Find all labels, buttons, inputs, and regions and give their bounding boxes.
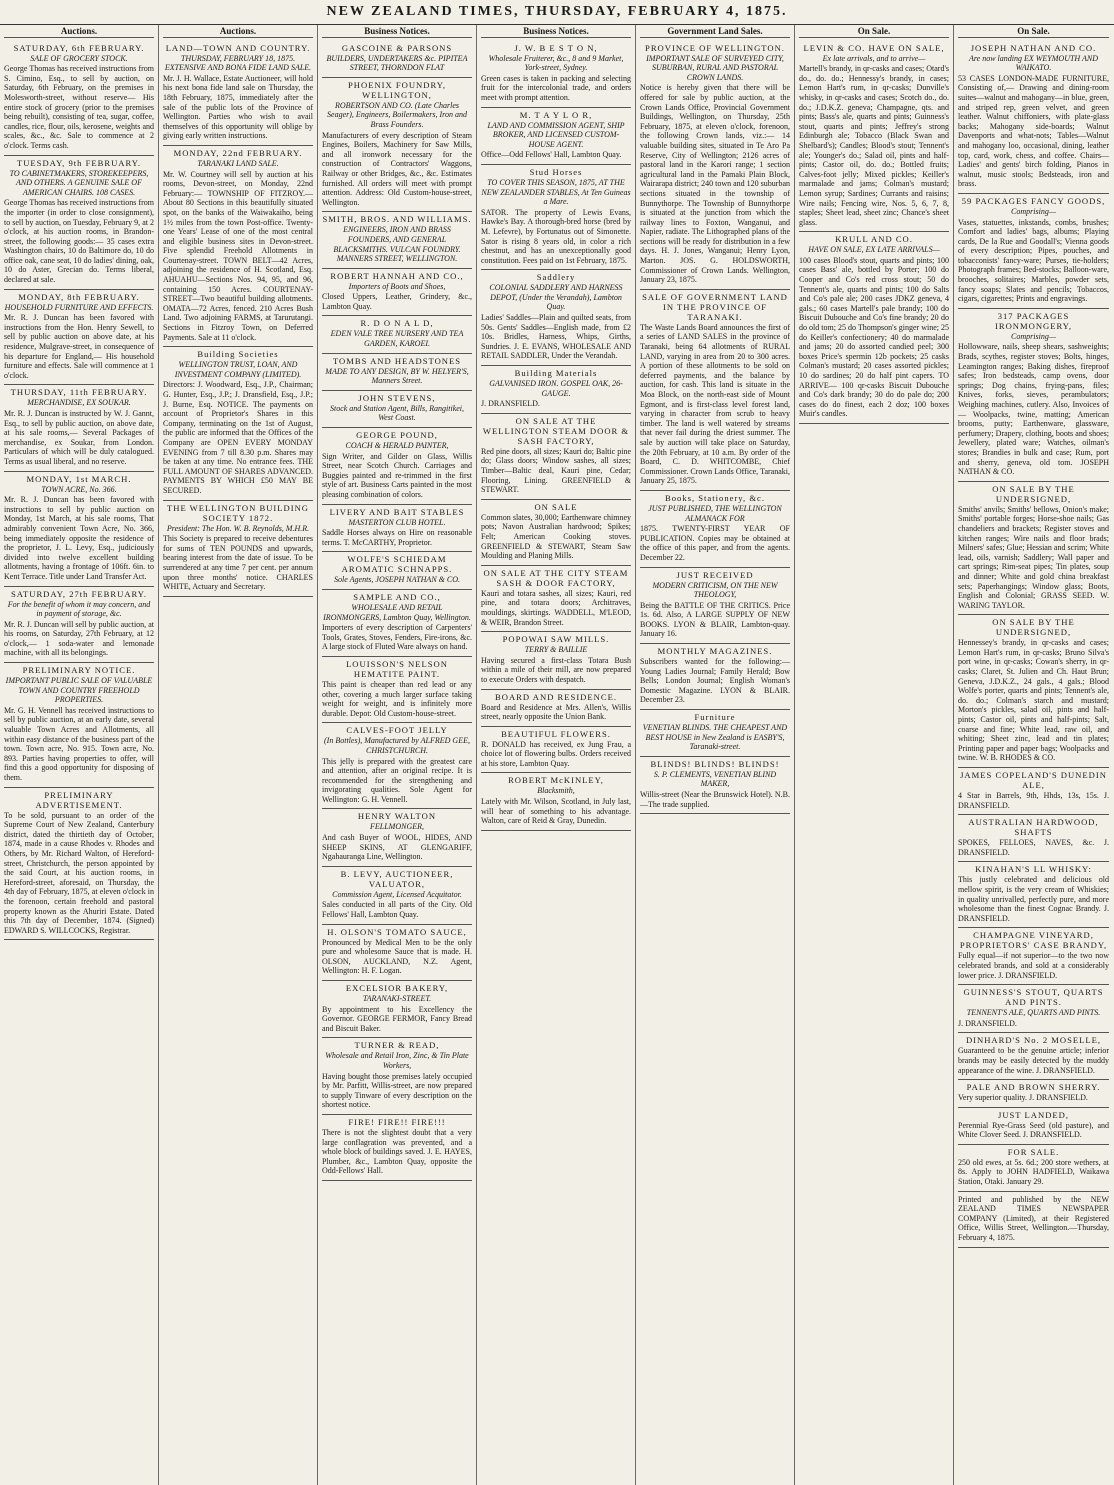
ad-body: Mr. R. J. Duncan has been favored with instructions from the Hon. Henry Sewell, to sell by public auction on above date, at his residence, Mulgrave-street, in consequence of his departure for England,— His household furniture and effects. Sale will commence at 1 o'clock. [4,313,154,380]
ad-title: CHAMPAGNE VINEYARD, PROPRIETORS' CASE BRANDY, [959,930,1108,951]
column-2 [159,25,318,1485]
ad-subtitle: Blacksmith, [537,786,575,796]
ad-body: Mr. G. H. Vennell has received instructions to sell by public auction, at an early date, several valuable Town Acres and Allotments, all within easy distance of the business part of the town. Town acre, No. 915. Town acre, No. 893. Parties having properties to offer, will find this a good opportunity for disposing of them. [4,705,154,782]
ad-subtitle: COLONIAL SADDLERY AND HARNESS DEPOT, (Under the Verandah), Lambton Quay. [489,283,623,312]
column-header: Government Land Sales. [640,27,790,38]
ad-subtitle: THURSDAY, FEBRUARY 18, 1875. EXTENSIVE AND BONA FIDE LAND SALE. [164,53,312,73]
ad-title: R. D O N A L D, [360,318,434,329]
advertisement [322,391,472,428]
ad-title: TURNER & READ, [354,1040,440,1051]
column-1 [0,25,159,1485]
advertisement [481,108,631,165]
ad-body: Very superior quality. J. DRANSFIELD. [958,1093,1088,1103]
ad-body: Perennial Rye-Grass Seed (old pasture), and White Clover Seed. J. DRANSFIELD. [958,1120,1109,1140]
ad-subtitle: VENETIAN BLINDS. THE CHEAPEST AND BEST HOUSE in New Zealand is EASBY'S, Taranaki-street. [642,723,788,752]
ad-title: ON SALE [534,501,578,512]
ad-title: TUESDAY, 9th FEBRUARY. [16,157,142,168]
advertisement [322,505,472,553]
ad-body: Smiths' anvils; Smiths' bellows, Onion's make; Smiths' portable forges; Horse-shoe nails; Gas chandeliers and brackets; Register stoves and kitchen ranges; Wire nails and floor brads; Milners' safes; Glue; Hessian and scrim; White lead, oils, varnish; Saddlery; Wall paper and cart springs; Rim-seat pipes; Tin plates, soup and dinner; White and gold china breakfast sets; Paperhangings; Window glass; Boots, English and Colonial; GRASS SEED. W. WARING TAYLOR. [958,504,1109,610]
ad-subtitle: Wholesale Fruiterer, &c., 8 and 9 Market, York-street, Sydney. [488,53,624,73]
advertisement [640,644,790,710]
ad-title: SALE OF GOVERNMENT LAND IN THE PROVINCE OF TARANAKI. [642,291,788,322]
advertisement [799,232,949,424]
ad-subtitle: LAND AND COMMISSION AGENT, SHIP BROKER, AND LICENSED CUSTOM-HOUSE AGENT. [487,120,625,149]
ad-body: Subscribers wanted for the following:— Young Ladies Journal; Family Herald; Bow Bells; London Journal; English Woman's Domestic Magazine. LYON & BLAIR. December 23. [640,657,790,705]
ad-subtitle: IMPORTANT SALE OF SURVEYED CITY, SUBURBAN, RURAL AND PASTORAL CROWN LANDS. [646,53,784,82]
ad-title: POPOWAI SAW MILLS. [502,634,610,645]
ad-title: TOMBS AND HEADSTONES [332,355,462,366]
advertisement [640,757,790,814]
advertisement [322,590,472,657]
ad-body: There is not the slightest doubt that a very large conflagration was prevented, and a whole block of buildings saved. J. E. HAYES, Plumber, &c., Lambton Quay, opposite the Odd-Fellows' Hall. [322,1127,472,1176]
ad-body: Red pine doors, all sizes; Kauri do; Baltic pine do; Glass doors; Window sashes, all sizes; Timber—Baltic deal, Kauri pine, Cedar; Flooring, Lining. GREENFIELD & STEWART. [481,446,631,495]
ad-title: GASCOINE & PARSONS [341,42,453,53]
ad-title: Building Materials [514,368,598,379]
advertisement [640,568,790,645]
advertisement [958,928,1109,985]
ad-title: H. OLSON'S TOMATO SAUCE, [327,926,467,937]
ad-body: 53 CASES LONDON-MADE FURNITURE, Consisting of,— Drawing and dining-room suites—walnut and mahogany—in blue, green, and striped rep, green velvet, and green leather. Walnut chiffoniers, with plate-glass backs; Mahogany side-boards; Walnut Davenports and what-nots; Tables—Walnut and mahogany loo, occasional, dining, leather top, card, work, chess, and coffee. Chairs—Ladies' and gents' birch folding, Pianos in walnut, music stools; Bedsteads, iron and brass. [958,73,1109,189]
advertisement [4,290,154,386]
advertisement [163,41,313,146]
ad-body: Mr. R. J. Duncan has been favored with instructions to sell by public auction on Monday, 1st March, at his sale rooms, That admirably convenient Town Acre, No. 366, being immediately opposite the residence of the proprietor, J. L. Levy, Esq., judiciously divided into twelve excellent building allotments, having a frontage of 106ft. 6in. to Kent Terrace. Title under Land Transfer Act. [4,495,154,581]
ad-body: Office—Odd Fellows' Hall, Lambton Quay. [481,150,622,160]
ad-body: Manufacturers of every description of Steam Engines, Boilers, Machinery for Saw Mills, and all ironwork necessary for the construction of Contractors' Waggons, Railway or other Bridges, &c., &c. Estimates furnished. All orders will meet with prompt attention. Address: Old Custom-house-street, Wellington. [322,130,472,207]
ad-subtitle: TARANAKI LAND SALE. [197,158,279,168]
ad-title: LEVIN & CO. HAVE ON SALE, [803,42,945,53]
advertisement [958,482,1109,616]
ad-body: Ladies' Saddles—Plain and quilted seats, from 50s. Gents' Saddles—English made, from £2 10s. Bridles, Harness, Whips, Girths, Sundries. J. E. EVANS, WHOLESALE AND RETAIL SADDLER, Under the Verandah. [481,313,631,361]
ad-title: BLINDS! BLINDS! BLINDS! [650,758,780,769]
ad-title: ON SALE AT THE WELLINGTON STEAM DOOR & SASH FACTORY, [482,415,630,446]
advertisement [322,269,472,317]
advertisement [163,347,313,500]
advertisement [481,41,631,108]
ad-title: CALVES-FOOT JELLY [346,725,448,736]
ad-title: LIVERY AND BAIT STABLES [329,506,465,517]
column-6 [795,25,954,1485]
ad-subtitle: Comprising— [1011,206,1056,216]
ad-title: BEAUTIFUL FLOWERS. [501,728,611,739]
ad-subtitle: Sole Agents, JOSEPH NATHAN & CO. [334,575,460,585]
advertisement [958,862,1109,928]
ad-title: PRELIMINARY NOTICE. [22,665,136,676]
column-header: On Sale. [958,27,1109,38]
ad-subtitle: ROBERTSON AND CO. (Late Charles Seager), Engineers, Boilermakers, Iron and Brass Founders. [327,100,467,129]
ad-body: Fully equal—if not superior—to the two now celebrated brands, and sold at a considerably lower price. J. DRANSFIELD. [958,951,1109,980]
ad-title: THURSDAY, 11th FEBRUARY. [10,387,148,398]
column-header: Business Notices. [481,27,631,38]
advertisement [958,815,1109,862]
ad-body: Directors: J. Woodward, Esq., J.P., Chairman; G. Hunter, Esq., J.P.; J. Dransfield, Esq., J.P.; J. Burne, Esq. NOTICE. The payments on account of Proprietor's Shares in this Company, terminating on the 1st of August, the public are informed that the Offices of the Company are OPEN EVERY MONDAY EVENING from 7 till 8.30 p.m. Shares may be taken at any time. No entrance fees. THE FULL AMOUNT OF SHARES ADVANCED. PAYMENTS BY WHICH £50 MAY BE SECURED. [163,380,313,495]
ad-body: Sign Writer, and Gilder on Glass, Willis Street, near Scotch Church. Carriages and Buggies painted and re-trimmed in the first style of art. Business Carts painted in the most pleasing combination of colors. [322,451,472,499]
advertisement [322,212,472,268]
ad-subtitle: HAVE ON SALE, EX LATE ARRIVALS— [808,245,940,255]
ad-title: LAND—TOWN AND COUNTRY. [165,42,311,53]
ad-subtitle: Are now landing EX WEYMOUTH AND WAIKATO. [968,53,1099,73]
ad-body: SATOR. The property of Lewis Evans, Hawke's Bay. A thorough-bred horse (bred by M. Lefevre), by Fortunatus out of Simonette. Sator is rising 8 years old, in color a rich chestnut, and has an unexceptionally good constitution. Fees paid on 1st February, 1875. [481,207,631,265]
advertisement [958,309,1109,482]
advertisement [958,1080,1109,1108]
advertisement [481,165,631,270]
ad-subtitle: For the benefit of whom it may concern, and in payment of storage, &c. [7,599,151,619]
advertisement [958,1108,1109,1145]
ad-body: This justly celebrated and delicious old mellow spirit, is the very cream of Whiskies; in quality unrivalled, perfectly pure, and more wholesome than the finest Cognac Brandy. J. DRANSFIELD. [958,875,1109,923]
advertisement [958,768,1109,815]
ad-title: MONDAY, 22nd FEBRUARY. [173,147,303,158]
advertisement [640,290,790,491]
ad-subtitle: Importers of Boots and Shoes, [348,281,446,291]
ad-title: WOLFE'S SCHIEDAM AROMATIC SCHNAPPS. [341,554,453,575]
advertisement [322,41,472,78]
advertisement [4,156,154,290]
ad-title: Building Societies [197,349,279,360]
ad-title: PHOENIX FOUNDRY, WELLINGTON, [348,79,446,100]
advertisement [322,981,472,1038]
ad-body: Closed Uppers, Leather, Grindery, &c., Lambton Quay. [322,292,472,311]
advertisement [481,414,631,500]
advertisement [322,552,472,590]
advertisement [481,632,631,689]
ad-body: This paint is cheaper than red lead or any other, covering a much larger surface taking weight for weight, and is infinitely more durable. Depot: Old Custom-house-street. [322,679,472,718]
advertisement [640,41,790,290]
ad-subtitle: S. P. CLEMENTS, VENETIAN BLIND MAKER, [653,769,777,789]
ad-body: To be sold, pursuant to an order of the Supreme Court of New Zealand, Canterbury district, dated the thirtieth day of October, 1874, made in a cause Rhodes v. Rhodes and Others, by Mr. Richard Walton, of Hereford-street, Christchurch, the person appointed by the said Court, at his auction rooms, in Hereford-street, aforesaid, on Thursday, the 4th day of February, 1875, at eleven o'clock in the forenoon, certain freehold and pastoral property known as the Ahuriri Estate. Dated this 7th day of December, 1874. (Signed) EDWARD S. WILLCOCKS, Registrar. [4,810,154,935]
ad-body: Having secured a first-class Totara Bush within a mile of their mill, are now prepared to execute Orders with despatch. [481,655,631,684]
ad-title: PROVINCE OF WELLINGTON. [645,42,785,53]
ad-body: The Waste Lands Board announces the first of a series of LAND SALES in the province of Taranaki, being 64 allotments of RURAL LAND, varying in area from 20 to 300 acres. A portion of these allotments to be sold on deferred payments, and the balance by auction, for cash. This land is situate in the Moa Block, on the north-east side of Mount Egmont, and is first-class level forest land, varying in character from scrub to heavy timber. The land is well watered by streams that never fail during the driest summer. The sale by auction will take place on Saturday, the 20th February, at 10 a.m. By order of the Board, C. D. WHITCOMBE, Chief Commissioner. Crown Lands Office, Taranaki, January 25, 1875. [640,322,790,486]
ad-subtitle: TENNENT'S ALE, QUARTS AND PINTS. [966,1008,1101,1018]
ad-body: Being the BATTLE OF THE CRITICS. Price 1s. 6d. Also, A LARGE SUPPLY OF NEW BOOKS. LYON & BLAIR, Lambton-quay. January 16. [640,600,790,639]
ad-body: Pronounced by Medical Men to be the only pure and wholesome Sauce that is made. H. OLSON, AUCKLAND, N.Z. Agent, Wellington: H. F. Logan. [322,937,472,976]
column-5 [636,25,795,1485]
advertisement [481,500,631,566]
advertisement [322,1038,472,1115]
advertisement [322,657,472,723]
advertisement [322,78,472,213]
advertisement [958,1192,1109,1248]
ad-title: ON SALE AT THE CITY STEAM SASH & DOOR FACTORY, [483,567,629,588]
column-3 [318,25,477,1485]
ad-title: SMITH, BROS. AND WILLIAMS. [322,214,472,225]
advertisement [163,146,313,347]
ad-subtitle: TARANAKI-STREET. [362,994,432,1003]
ad-subtitle: MERCHANDISE, EX SOUKAR. [27,398,131,408]
ad-subtitle: TO COVER THIS SEASON, 1875, AT THE NEW ZEALANDER STABLES, At Ten Guineas a Mare. [481,177,631,207]
ad-subtitle: TOWN ACRE, No. 366. [41,484,117,494]
ad-body: This Society is prepared to receive debentures for sums of TEN POUNDS and upwards, bearing interest from the date of issue. To be surrendered at any time 7 per cent. per annum upon three months' notice. CHARLES WHITE, Actuary and Secretary. [163,534,313,592]
advertisement [322,316,472,353]
ad-body: 100 cases Blood's stout, quarts and pints; 100 cases Bass' ale, bottled by Porter; 100 do Cooper and Co's red cross stout; 50 do Tennent's ale, quarts and pints; 100 do Salts and Co's pale ale; 200 cases JDKZ geneva, 4 gals.; 60 cases Martell's pale brandy; 100 do Biscuit Dubouche and Co's fine brandy; 20 do do old tom; 25 do Thompson's ginger wine; 25 do Keiller's confectionery; 40 do marmalade and jams; 20 do assorted candied peel; 300 boxes Price's spermin 12b pockets; 25 casks Colman's mustard; 20 cases assorted pickles; 10 do sardines; 20 do half pint capers. TO ARRIVE— 100 qr-casks Biscuit Dubouche and Co's dark brandy; 30 do do pale do; 200 cases do do finest, each 2 doz; 100 boxes Muir's candles. [799,255,949,419]
advertisement [322,723,472,809]
ad-title: Books, Stationery, &c. [665,492,765,503]
ad-title: ROBERT McKINLEY, [508,775,604,786]
ad-subtitle: IMPORTANT PUBLIC SALE OF VALUABLE TOWN AND COUNTRY FREEHOLD PROPERTIES. [5,676,153,705]
advertisement [322,354,472,391]
ad-body: Vases, statuettes, inkstands, combs, brushes; Comfort and ladies' bags, albums; Playing cards, De la Rue and Goodall's; Vienna goods of every description; Pipes, pouches, and tobacconists' fancy-ware; Purses, tie-holders; Photograph frames; Bed-stocks; Balloon-ware, brooches, solitaires; Marbles, powder sets, fancy soaps; Slates and pencils; Tobaccos, cigars, cigarettes; Prints and engravings. [958,217,1109,304]
ad-title: LOUISSON'S NELSON HEMATITE PAINT. [346,658,448,679]
advertisement [958,194,1109,309]
ad-title: PRELIMINARY ADVERTISEMENT. [35,789,123,810]
ad-body: Importers of every description of Carpenters' Tools, Grates, Stoves, Fenders, Fire-irons, &c. A large stock of Fluted Ware always on hand. [322,623,472,652]
ad-title: GEORGE POUND, [356,430,438,441]
advertisement [322,809,472,866]
ad-body: Common slates, 30,000; Earthenware chimney pots; Navon Australian hardwood; Spikes; Felt; American Cooking stoves. GREENFIELD & STEWART, Steam Saw Moulding and Planing Mills. [481,512,631,561]
ad-title: JOSEPH NATHAN AND CO. [970,42,1097,53]
ad-title: JOHN STEVENS, [358,392,436,403]
advertisement [481,270,631,366]
ad-body: Green cases is taken in packing and selecting fruit for the intercolonial trade, and orders meet with prompt attention. [481,73,631,102]
ad-body: Kauri and totara sashes, all sizes; Kauri, red pine, and totara doors; Architraves, mouldings, skirtings. WADDELL, M'LEOD, & WEIR, Brandon Street. [481,588,631,627]
advertisement [958,41,1109,194]
ad-body: 4 Star in Barrels, 9th, Hhds, 13s, 15s. J. DRANSFIELD. [958,791,1109,810]
ad-subtitle: COACH & HERALD PAINTER, [345,441,449,451]
advertisement [4,41,154,156]
ad-body: Mr. J. H. Wallace, Estate Auctioneer, will hold his next bona fide land sale on Thursday, the 18th February, 1875, immediately after the sale of the public lots of the Province of Wellington. Parties who wish to avail themselves of this opportunity will oblige by giving early written instructions. [163,73,313,141]
ad-subtitle: Comprising— [1011,331,1056,341]
ad-body: Sales conducted in all parts of the City. Old Fellows' Hall, Lambton Quay. [322,900,472,920]
advertisement [958,1033,1109,1080]
column-4 [477,25,636,1485]
advertisement [4,788,154,941]
ad-body: George Thomas has received instructions from the importer (in order to close consignment), to sell by auction, on Tuesday, February 9, at 2 o'clock, at his auction rooms, in Brandon-street, the following goods:— 35 cases extra Washington chairs, 10 do Baltimore do, 10 do office oak, cane seat, 10 do ladies' dining, oak, 10 do Aster, Grecian do. Terms liberal, declared at sale. [4,198,154,285]
column-header: Business Notices. [322,27,472,38]
ad-body: Board and Residence at Mrs. Allen's, Willis street, nearly opposite the Union Bank. [481,702,631,722]
ad-body: Having bought those premises lately occupied by Mr. Parfitt, Willis-street, are now prepared to supply Tinware of every description on the shortest notice. [322,1071,472,1110]
ad-title: FIRE! FIRE!! FIRE!!! [348,1116,446,1127]
ad-title: Stud Horses [529,166,583,177]
ad-body: Mr. W. Courtney will sell by auction at his rooms, Devon-street, on Monday, 22nd February:— TOWNSHIP OF FITZROY.—About 80 Sections in this beautifully situated spot, on the banks of the Waiwakaiho, being 1½ miles from the town Post-office. Twenty-one Years' Lease of one of the most central and eligible business sites in Devon-street. Five splendid Freehold Allotments in Courtenay-street. TOWN BELT—42 Acres, adjoining the residence of H. Scotland, Esq. AHUAHU—Sections Nos. 94, 95, and 96, containing 150 Acres. COURTENAY-STREET—Two beautiful building allotments. OMATA—72 Acres, fenced. 210 Acres Bush Land. Two adjoining FARMS, at Tarurutangi. Sections in Fitzroy Town, on Deferred Payments. Sale at 11 o'clock. [163,169,313,342]
ad-body: Printed and published by the NEW ZEALAND TIMES NEWSPAPER COMPANY (Limited), at their Registered Office, Willis Street, Wellington.—Thursday, February 4, 1875. [958,1194,1109,1243]
ad-subtitle: Stock and Station Agent, Bills, Rangitikei, West Coast. [329,403,465,423]
ad-title: Furniture [694,712,736,723]
ad-title: J. W. B E S T O N, [514,42,598,53]
ad-title: M. T A Y L O R, [519,109,593,120]
advertisement [4,587,154,664]
ad-body: 1875. TWENTY-FIRST YEAR OF PUBLICATION. Copies may be obtained at the office of this paper, and from the agents. December 22. [640,524,790,562]
column-7 [954,25,1113,1485]
ad-title: AUSTRALIAN HARDWOOD, SHAFTS [968,817,1099,838]
ad-title: PALE AND BROWN SHERRY. [966,1082,1101,1093]
masthead: NEW ZEALAND TIMES, THURSDAY, FEBRUARY 4, 1875. [0,0,1114,25]
ad-body: Saddle Horses always on Hire on reasonable terms. T. McCARTHY, Proprietor. [322,528,472,547]
advertisement [640,710,790,757]
advertisement [640,491,790,568]
ad-subtitle: (In Bottles), Manufactured by ALFRED GEE, CHRISTCHURCH. [324,736,470,755]
ad-title: 59 PACKAGES FANCY GOODS, [961,195,1106,206]
ad-title: JAMES COPELAND'S DUNEDIN ALE, [960,770,1107,790]
ad-subtitle: ENGINEERS, IRON AND BRASS FOUNDERS, AND GENERAL BLACKSMITHS. VULCAN FOUNDRY. MANNERS STREET, WELLINGTON. [333,225,461,264]
ad-title: BOARD AND RESIDENCE. [495,691,617,702]
ad-title: 317 PACKAGES IRONMONGERY, [994,310,1073,331]
advertisement [481,773,631,830]
advertisement [958,615,1109,768]
ad-title: FOR SALE. [1007,1146,1060,1157]
advertisement [481,727,631,774]
ad-body: SPOKES, FELLOES, NAVES, &c. J. DRANSFIELD. [958,838,1109,857]
ad-subtitle: HOUSEHOLD FURNITURE AND EFFECTS. [4,302,154,312]
advertisement [958,1145,1109,1192]
column-header: Auctions. [4,27,154,38]
ad-subtitle: WELLINGTON TRUST, LOAN, AND INVESTMENT COMPANY (LIMITED). [174,360,302,379]
column-header: Auctions. [163,27,313,38]
ad-title: ON SALE BY THE UNDERSIGNED, [992,483,1075,504]
ad-title: KRULL AND CO. [835,234,913,245]
advertisement [322,867,472,925]
ad-title: SAMPLE AND CO., [353,591,441,602]
ad-subtitle: SALE OF GROCERY STOCK. [30,53,128,63]
ad-title: EXCELSIOR BAKERY, [345,983,449,993]
ad-title: Saddlery [536,272,576,283]
ad-subtitle: EDEN VALE TREE NURSERY AND TEA GARDEN, KAROEI. [330,329,464,349]
ad-body: Guaranteed to be the genuine article; inferior brands may be easily detected by the muddy appearance of the wine. J. DRANSFIELD. [958,1046,1109,1075]
ad-subtitle: President: The Hon. W. B. Reynolds, M.H.R. [166,523,310,533]
ad-subtitle: BUILDERS, UNDERTAKERS &c. PIPITEA STREET, THORNDON FLAT [326,53,468,73]
ad-body: Mr. R. J. Duncan will sell by public auction, at his rooms, on Saturday, 27th February, at 12 o'clock,— 1 soda-water and lemonade machine, with all its belongings. [4,619,154,658]
advertisement [481,366,631,414]
advertisement [958,985,1109,1033]
ad-title: JUST LANDED, [997,1109,1070,1120]
advertisement [481,566,631,632]
advertisement [481,690,631,727]
ad-title: THE WELLINGTON BUILDING SOCIETY 1872. [166,502,310,523]
ad-title: JUST RECEIVED [676,569,754,580]
ad-body: R. DONALD has received, ex Jung Frau, a choice lot of flowering bulbs. Orders received at his store, Lambton Quay. [481,739,631,768]
ad-subtitle: JUST PUBLISHED, THE WELLINGTON ALMANACK FOR [648,503,782,523]
advertisement [322,428,472,505]
ad-subtitle: Wholesale and Retail Iron, Zinc, & Tin Plate Workers, [325,1051,469,1070]
advertisement [4,663,154,788]
ad-title: MONDAY, 1st MARCH. [26,473,132,484]
ad-body: Hennessey's brandy, in qr-casks and cases; Lemon Hart's rum, in qr-casks; Bruno Silva's port wine, in qr-casks; Cowan's sherry, in qr-casks; Claret, St. Julien and Ch. Haut Brun; Geneva, J.D.K.Z., 24 gals., 4 gals.; Blood Wolfe's porter, quarts and pints; Tennent's ale, do. do.; Colman's starch and mustard; Morton's pickles, salad oil, pints and half-pints; Castor oil, pints and half-pints; Salt, coarse and fine; White lead, raw oil, and whiting; Sheet zinc, lead and tin plates; Printing paper and paper bags; Woolpacks and twine. W. B. RHODES & CO. [958,638,1109,763]
ad-title: ROBERT HANNAH AND CO., [330,270,464,281]
ad-title: SATURDAY, 6th FEBRUARY. [13,42,145,53]
ad-title: MONDAY, 8th FEBRUARY. [18,291,140,302]
ad-subtitle: FELLMONGER, [370,822,424,832]
ad-title: DINHARD'S No. 2 MOSELLE, [965,1035,1102,1046]
ad-body: Martell's brandy, in qr-casks and cases; Otard's do., do. do.; Hennessy's brandy, in cases; Lemon Hart's rum, in qr-casks; Dunville's whisky, in qr-casks and cases; Scotch do., do. do.; J.D.K.Z. geneva; Champagne, qts. and pints; Bass's ale, quarts and pints; Guinness's stout, quarts and pints; Jeffrey's strong Edinburgh ale; Tobacco (Black Swan and Shelbard's); Candles; Blood's stout; Tennent's ale; Younger's do.; Salad oil, pints and half-pints; Castor oil, do. do.; Bottled fruits; Calves-foot jelly; Mixed pickles; Keiller's marmalade and jams; Colman's mustard; Lemon syrup; Sardines; Currants and raisins; Wire nails; Fencing wire, Nos. 5, 6, 7, 8, staples; Sheet lead, sheet zinc; Chance's sheet glass. [799,64,949,227]
ad-body: Notice is hereby given that there will be offered for sale by public auction, at the Crown Lands Office, Provincial Government Buildings, Wellington, on Thursday, 25th February, 1875, at eleven o'clock, forenoon, the following Crown lands, viz.:— 14 valuable building sites, situated in Te Aro Pa Reserve, City of Wellington; 2126 acres of pastoral land in the Karori range; 1 section agricultural land in the Pamaki Plain Block, Wairarapa district; 240 town and 120 suburban sections situated in the township of Bunnythorpe. The Township of Bunnythorpe is situated at the junction from which the railway lines to Foxton, Wanganui, and Napier, radiate. The Lithographed plans of the sections will be ready for distribution in a few days. H. J. Jones, Wanganui; Henry Lyon, Marton. JOS. G. HOLDSWORTH, Commissioner of Crown Lands. Wellington, January 23, 1875. [640,83,790,285]
ad-body: Hollowware, nails, sheep shears, sashweights; Brads, scythes, register stoves; Bolts, hinges, Leamington ranges; Baking dishes, fireproof safes; Iron bedsteads, camp ovens, door springs; Dog chains, frying-pans, files; Knives, forks, sieves, perambulators; Weighing machines, cutlery. Also, Invoices of— Woolpacks, twine, matting; American brooms, putty; Earthenware, glassware, perfumery; Drapery, clothing, boots and shoes; Jewellery, plated ware; Watches, oilman's stores; Brandies in bulk and case; Rum, port and sherry, geneva, old tom. JOSEPH NATHAN & CO. [958,342,1109,477]
ad-body: And cash Buyer of WOOL, HIDES, AND SHEEP SKINS, AT GLENGARIFF, Ngahauranga Line, Wellington. [322,833,472,862]
ad-title: HENRY WALTON [357,811,437,822]
ad-subtitle: MODERN CRITICISM, ON THE NEW THEOLOGY, [652,580,778,600]
ad-title: KINAHAN'S LL WHISKY: [975,864,1092,875]
advertisement [799,41,949,233]
ad-title: SATURDAY, 27th FEBRUARY. [10,588,148,599]
ad-title: GUINNESS'S STOUT, QUARTS AND PINTS. [963,987,1104,1008]
ad-body: J. DRANSFIELD. [958,1018,1017,1028]
advertisement [322,925,472,981]
advertisement [4,385,154,471]
ad-subtitle: WHOLESALE AND RETAIL IRONMONGERS, Lambton Quay, Wellington. [323,602,471,622]
columns [0,25,1114,1485]
ad-subtitle: MADE TO ANY DESIGN, BY W. HELYER'S, Manners Street. [325,366,469,386]
column-header: On Sale. [799,27,949,38]
ad-body: 250 old ewes, at 5s. 6d.; 200 store wethers, at 8s. Apply to JOHN HADFIELD, Waikawa Station, Otaki. January 29. [958,1157,1109,1187]
ad-body: This jelly is prepared with the greatest care and attention, after an original recipe. It is recommended for the strengthening and invigorating qualities. Sole Agent for Wellington: G. H. Vennell. [322,756,472,804]
ad-subtitle: Ex late arrivals, and to arrive— [822,53,926,63]
ad-title: ON SALE BY THE UNDERSIGNED, [992,617,1075,638]
ad-body: Lately with Mr. Wilson, Scotland, in July last, will hear of something to his advantage. Walton, care of Reid & Gray, Dunedin. [481,797,631,826]
advertisement [322,1115,472,1181]
ad-body: George Thomas has received instructions from S. Cimino, Esq., to sell by auction, on Saturday, 6th February, on the premises in Molesworth-street, without reserve— His entire stock of grocery (prior to the premises being rebuilt), consisting of tea, sugar, coffee, candles, rice, flour, oils, kerosene, weights and scales, &c., &c. Sale to commence at 2 o'clock. Terms cash. [4,64,154,150]
ad-body: Willis-street (Near the Brunswick Hotel). N.B.—The trade supplied. [640,790,790,809]
ad-subtitle: TO CABINETMAKERS, STOREKEEPERS, AND OTHERS. A GENUINE SALE OF AMERICAN CHAIRS. 108 CASES. [9,168,149,197]
ad-body: By appointment to his Excellency the Governor. GEORGE FERMOR, Fancy Bread and Biscuit Baker. [322,1004,472,1033]
ad-title: B. LEVY, AUCTIONEER, VALUATOR, [340,868,454,889]
ad-subtitle: GALVANISED IRON. GOSPEL OAK, 26-GAUGE. [489,379,623,398]
ad-body: J. DRANSFIELD. [481,399,540,409]
ad-subtitle: Commission Agent, Licensed Acquitator. [332,889,462,899]
ad-subtitle: TERRY & BAILLIE [524,645,588,655]
ad-body: Mr. R. J. Duncan is instructed by W. J. Gannt, Esq., to sell by public auction, on above date, at his sale rooms,— Several Packages of merchandise, ex Soukar, from London. Particulars of which will be duly catalogued. Terms as usual liberal, and no reserve. [4,409,154,466]
ad-title: MONTHLY MAGAZINES. [657,646,773,657]
advertisement [163,501,313,597]
ad-subtitle: MASTERTON CLUB HOTEL. [348,517,446,527]
advertisement [4,472,154,587]
